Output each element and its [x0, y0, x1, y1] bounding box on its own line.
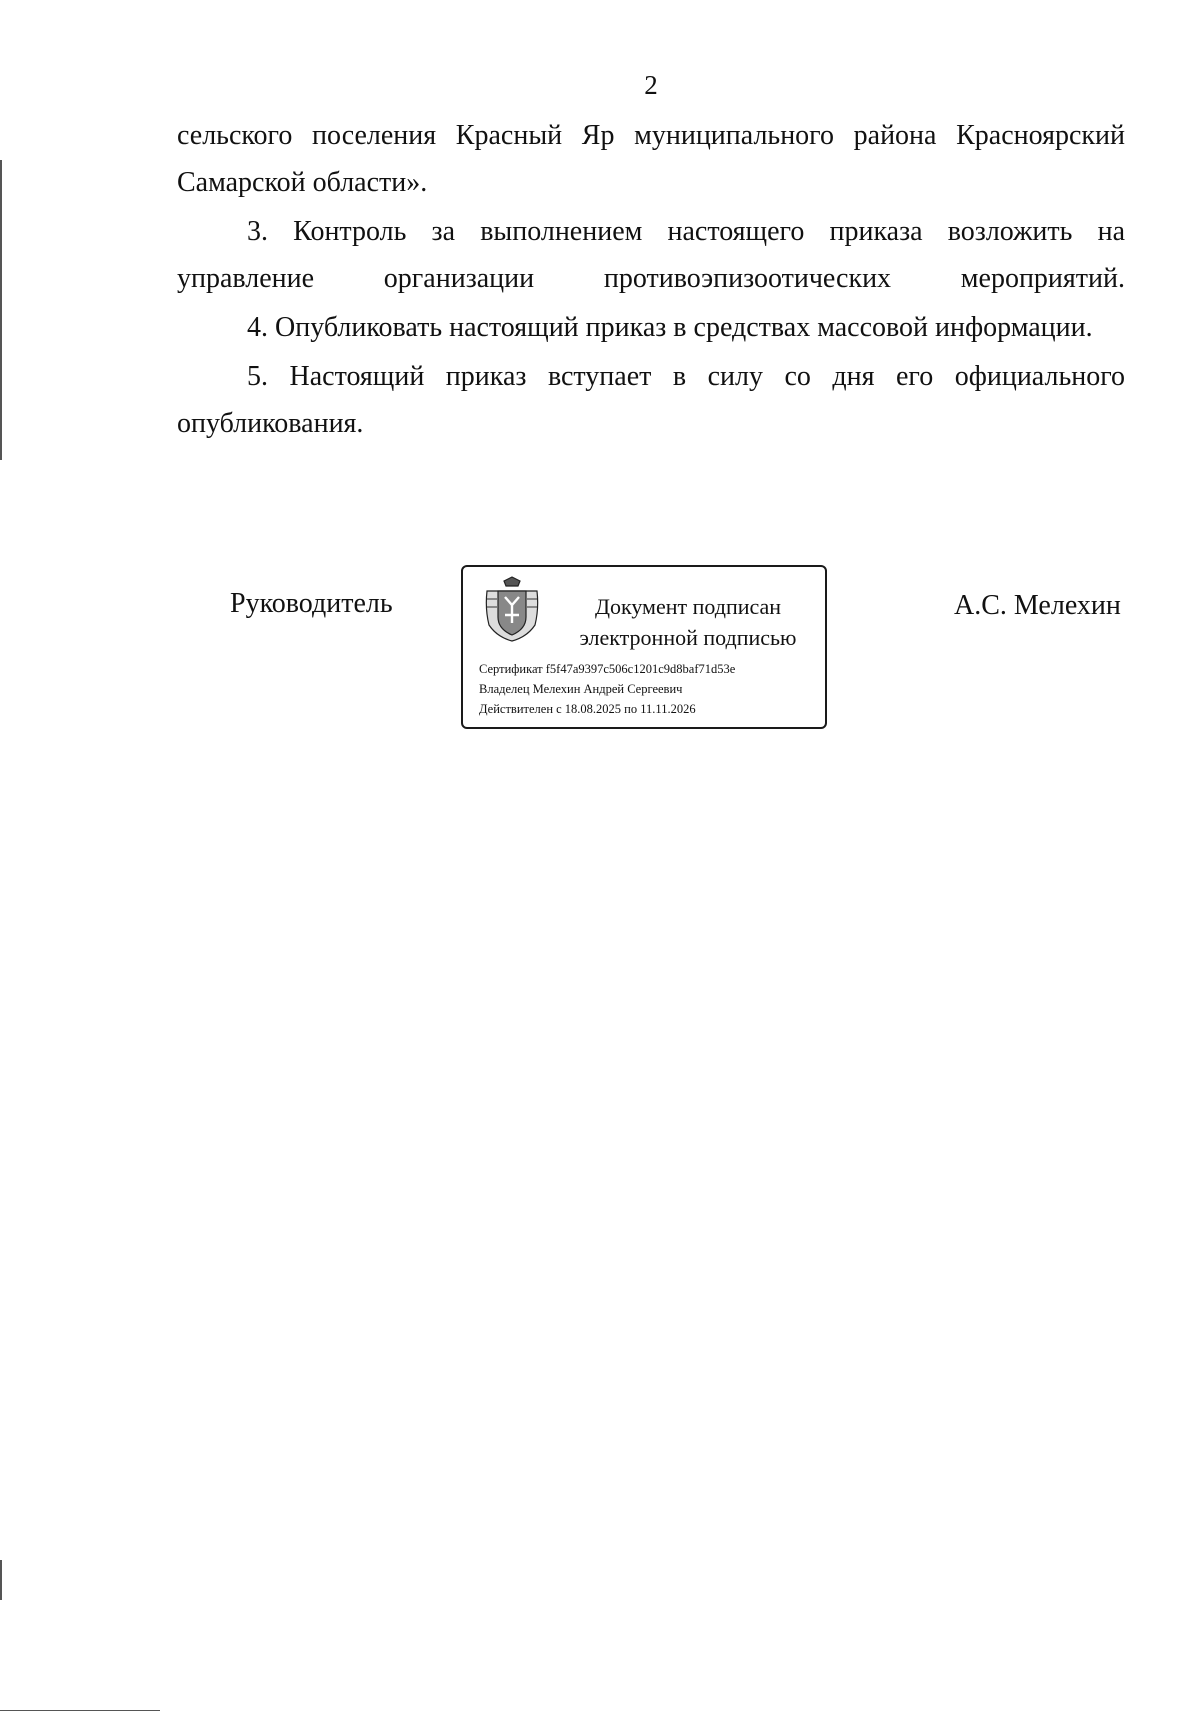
signer-name: А.С. Мелехин	[954, 590, 1121, 621]
scan-margin-mark	[0, 1710, 160, 1711]
stamp-heading-line2: электронной подписью	[579, 625, 797, 650]
paragraph-continuation: сельского поселения Красный Яр муниципального района Красноярский Самарской области».	[177, 120, 1125, 198]
stamp-heading	[561, 591, 815, 653]
scan-margin-mark	[0, 160, 2, 460]
regional-coat-of-arms-icon	[483, 575, 541, 643]
certificate-line: Сертификат f5f47a9397c506c1201c9d8baf71d53e	[479, 662, 736, 676]
stamp-heading-line1: Документ подписан	[594, 594, 782, 619]
page-number: 2	[644, 70, 658, 100]
owner-line: Владелец Мелехин Андрей Сергеевич	[479, 682, 683, 696]
stamp-details	[479, 659, 735, 719]
scan-margin-mark	[0, 1560, 2, 1600]
paragraph-item-3: 3. Контроль за выполнением настоящего приказа возложить на управление организации противоэпизоотических мероприятий.	[177, 216, 1125, 294]
document-body	[177, 112, 1125, 447]
validity-line: Действителен с 18.08.2025 по 11.11.2026	[479, 702, 696, 716]
paragraph-item-5: 5. Настоящий приказ вступает в силу со дня его официального опубликования.	[177, 361, 1125, 439]
electronic-signature-stamp	[461, 565, 827, 729]
signer-title: Руководитель	[230, 588, 393, 619]
paragraph-item-4: 4. Опубликовать настоящий приказ в средствах массовой информации.	[247, 312, 1093, 343]
